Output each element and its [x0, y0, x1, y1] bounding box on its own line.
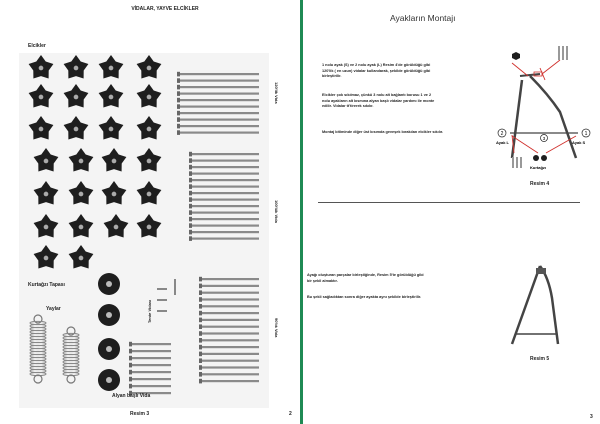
vida-head — [189, 204, 192, 209]
vida-bolt — [201, 298, 259, 300]
vida-90-label: 90'lık Vida — [274, 318, 279, 338]
kurtagzi-caps — [98, 273, 120, 391]
vida-head — [129, 370, 132, 375]
vida-bolt — [179, 132, 259, 134]
vida-head — [199, 311, 202, 316]
vida-bolt — [179, 80, 259, 82]
vida-head — [199, 284, 202, 289]
ayak-s-leg — [530, 76, 576, 158]
alyan-vida-label: Alyan başlı Vida — [112, 393, 151, 399]
vida-bolt — [191, 179, 259, 181]
elcik-icon — [512, 52, 520, 60]
elcik-knob-hole — [39, 66, 44, 71]
vida-head — [189, 197, 192, 202]
vida-bolt — [201, 292, 259, 294]
vida-bolt — [201, 353, 259, 355]
vida-bolt — [191, 160, 259, 162]
section1-para1 — [322, 63, 440, 80]
left-page-number: 2 — [289, 411, 292, 417]
resim5-caption: Resim 5 — [530, 356, 550, 362]
elcik-knob-hole — [44, 192, 49, 197]
elcik-knob-hole — [147, 66, 152, 71]
vida-icon — [558, 46, 560, 60]
vida-bolt — [191, 212, 259, 214]
tente-vida — [174, 279, 176, 295]
tente-vidasi-label: Tente Vidası — [147, 299, 152, 323]
vida-head — [177, 117, 180, 122]
vida-head — [189, 158, 192, 163]
vida-bolt — [131, 378, 171, 380]
vida-head — [189, 217, 192, 222]
vida-bolt — [131, 364, 171, 366]
vida-bolt — [179, 112, 259, 114]
tente-vida — [157, 288, 167, 290]
elcik-knob-hole — [147, 127, 152, 132]
section1-para1-text: 1 nolu ayak (S) ve 2 nolu ayak (L) Resim 4'de görüldüğü gibi 120'lik ( en uzun) vidalar kullanılarak, şekilde görüldüğü gibi birleştirilir. — [322, 63, 431, 79]
vida-head — [189, 210, 192, 215]
vida-head — [199, 379, 202, 384]
vida-head — [199, 358, 202, 363]
elcik-knob-hole — [74, 66, 79, 71]
elcik-knob-hole — [112, 192, 117, 197]
vida-head — [189, 236, 192, 241]
elcik-knob-hole — [79, 192, 84, 197]
ayak-s-label: Ayak S — [572, 140, 586, 145]
vida-head — [129, 363, 132, 368]
vida-bolt — [191, 225, 259, 227]
vida-head — [189, 165, 192, 170]
kurtagzi-cap-hole — [106, 312, 112, 318]
vida-bolt — [179, 86, 259, 88]
elcik-knob-hole — [74, 127, 79, 132]
tente-vida — [157, 299, 167, 301]
vida-bolt — [191, 199, 259, 201]
page-divider — [300, 0, 303, 424]
kurtagzi-cap-hole — [106, 377, 112, 383]
resim4-diagram — [490, 40, 595, 180]
vida-head — [177, 104, 180, 109]
vida-head — [177, 72, 180, 77]
vida-bolt — [131, 357, 171, 359]
elcik-knob-hole — [44, 225, 49, 230]
section1-para3: Montaj bitiminde diğer üst kısımda geveşek bırakılan elcikler sıkılır. — [322, 130, 444, 134]
vida-head — [177, 111, 180, 116]
spring-hook — [34, 375, 42, 383]
arrow — [542, 60, 560, 74]
elcik-knob-hole — [109, 127, 114, 132]
vida-bolt — [191, 153, 259, 155]
elcik-knob-hole — [147, 225, 152, 230]
vida-bolt — [131, 385, 171, 387]
vida-bolt — [201, 380, 259, 382]
elcik-knob-hole — [79, 225, 84, 230]
vida-head — [129, 356, 132, 361]
vida-head — [199, 365, 202, 370]
section-divider — [318, 202, 580, 203]
arrow — [540, 68, 545, 80]
knob-group — [29, 55, 162, 269]
arrow — [512, 136, 538, 153]
vida-head — [189, 191, 192, 196]
vida-bolt — [131, 350, 171, 352]
vida-head — [189, 171, 192, 176]
vida-bolt — [201, 339, 259, 341]
arrow — [512, 63, 528, 76]
vida-bolt — [191, 238, 259, 240]
vida-icon — [562, 46, 564, 60]
vida-bolt — [201, 285, 259, 287]
vida-bolt — [179, 99, 259, 101]
tente-vida-group — [157, 279, 176, 312]
vida-head — [177, 130, 180, 135]
vida-bolt — [179, 119, 259, 121]
elcik-knob-hole — [39, 127, 44, 132]
vida-bolt — [201, 312, 259, 314]
vida-head — [199, 331, 202, 336]
vida-head — [189, 230, 192, 235]
spring-group — [30, 315, 79, 383]
vida-head — [129, 377, 132, 382]
vida-head — [199, 290, 202, 295]
parts-illustration — [19, 53, 269, 408]
vida-bolt — [201, 305, 259, 307]
num-1: 1 — [584, 131, 588, 137]
vida-head — [177, 98, 180, 103]
elcik-knob-hole — [44, 159, 49, 164]
vida-bolt — [201, 278, 259, 280]
resim5-diagram — [508, 262, 568, 352]
vida-head — [199, 318, 202, 323]
elcik-knob-hole — [79, 159, 84, 164]
elcik-knob-hole — [147, 95, 152, 100]
vida-bolt — [191, 186, 259, 188]
vida-icon — [566, 46, 568, 60]
kurtagzi-diagram-label: Kurtağzı — [530, 165, 546, 170]
vida-bolt — [179, 73, 259, 75]
vida-head — [177, 78, 180, 83]
vida-head — [177, 91, 180, 96]
right-page-title: Ayakların Montajı — [390, 13, 456, 23]
resim4-caption: Resim 4 — [530, 181, 550, 187]
joint — [536, 268, 546, 274]
resim3-caption: Resim 3 — [130, 411, 150, 417]
vida-head — [199, 304, 202, 309]
vida-head — [199, 324, 202, 329]
tente-vida — [157, 310, 167, 312]
section2-para1: Ayağı oluşturan parçalar birleştiğinde, Resim 5'te görüldüğü gibi bir şekil almaktır. — [307, 273, 424, 283]
elcik-knob-hole — [109, 95, 114, 100]
left-page-title: VİDALAR, YAYVE ELCİKLER — [131, 6, 199, 12]
vida-head — [129, 342, 132, 347]
yaylar-label: Yaylar — [46, 306, 61, 312]
elcik-knob-hole — [112, 159, 117, 164]
kurtagzi-cap-hole — [106, 346, 112, 352]
elcik-knob-hole — [39, 95, 44, 100]
vida-icon — [520, 157, 522, 168]
num-2: 2 — [500, 131, 504, 137]
vida-bolt — [191, 166, 259, 168]
kurtagzi-icon — [533, 155, 539, 161]
vida-bolt — [179, 93, 259, 95]
ayak-l-label: Ayak L — [496, 140, 509, 145]
vida-head — [129, 384, 132, 389]
vida-bolt — [201, 346, 259, 348]
vida-head — [199, 372, 202, 377]
vida-head — [189, 184, 192, 189]
parts-photo — [19, 53, 269, 408]
elcik-knob-hole — [79, 256, 84, 261]
vida-bolt — [191, 231, 259, 233]
elcik-knob-hole — [44, 256, 49, 261]
elcik-knob-hole — [114, 225, 119, 230]
vida-icon — [512, 157, 514, 168]
vida-bolt — [201, 319, 259, 321]
ayak-s-leg — [540, 266, 558, 344]
num-3: 3 — [542, 136, 546, 141]
vida-head — [199, 297, 202, 302]
vida-bolt — [179, 106, 259, 108]
vida-100-label: 100'lük Vida — [274, 200, 279, 223]
section1-para2: Elcikler çok sıkılmaz, çünkü 3 nolu alt bağlantı borusu 1 ve 2 nolu ayakların alt kısmına alyan başlı vidalar yardımı ile monte edilir. Vidalar tt'tirerek sıkılır. — [322, 93, 435, 109]
kurtagzi-cap-hole — [106, 281, 112, 287]
vida-head — [177, 85, 180, 90]
vida-head — [189, 152, 192, 157]
vida-head — [129, 349, 132, 354]
vida-bolt — [179, 125, 259, 127]
vida-head — [199, 345, 202, 350]
vida-120-label: 120'lik Vida — [274, 82, 279, 104]
vida-bolt — [201, 373, 259, 375]
vida-icon — [516, 157, 518, 168]
vida-bolt — [191, 218, 259, 220]
vida-bolt — [201, 332, 259, 334]
vida-bolt — [191, 192, 259, 194]
vida-head — [189, 223, 192, 228]
vida-bolt — [131, 343, 171, 345]
ayak-l-leg — [512, 266, 540, 344]
vida-head — [177, 124, 180, 129]
elcikler-label: Elcikler — [28, 43, 46, 49]
vida-bolt — [191, 205, 259, 207]
kurtagzi-label: Kurtağzı Tapası — [28, 282, 65, 288]
vida-bolt — [131, 371, 171, 373]
spring-hook — [67, 375, 75, 383]
kurtagzi-icon — [541, 155, 547, 161]
vida-bolt — [201, 360, 259, 362]
elcik-knob-hole — [147, 192, 152, 197]
elcik-knob-hole — [109, 66, 114, 71]
vida-head — [199, 352, 202, 357]
vida-head — [199, 277, 202, 282]
right-page-number: 3 — [590, 414, 593, 420]
elcik-knob-hole — [147, 159, 152, 164]
vida-bolt — [201, 366, 259, 368]
vida-head — [199, 338, 202, 343]
vida-bolt — [201, 326, 259, 328]
elcik-knob-hole — [74, 95, 79, 100]
vida-head — [189, 178, 192, 183]
vida-bolt — [191, 173, 259, 175]
section2-para2: Bu şekli sağladıktan sonra diğer ayakta aynı şekilde birleştirilir. — [307, 295, 422, 299]
